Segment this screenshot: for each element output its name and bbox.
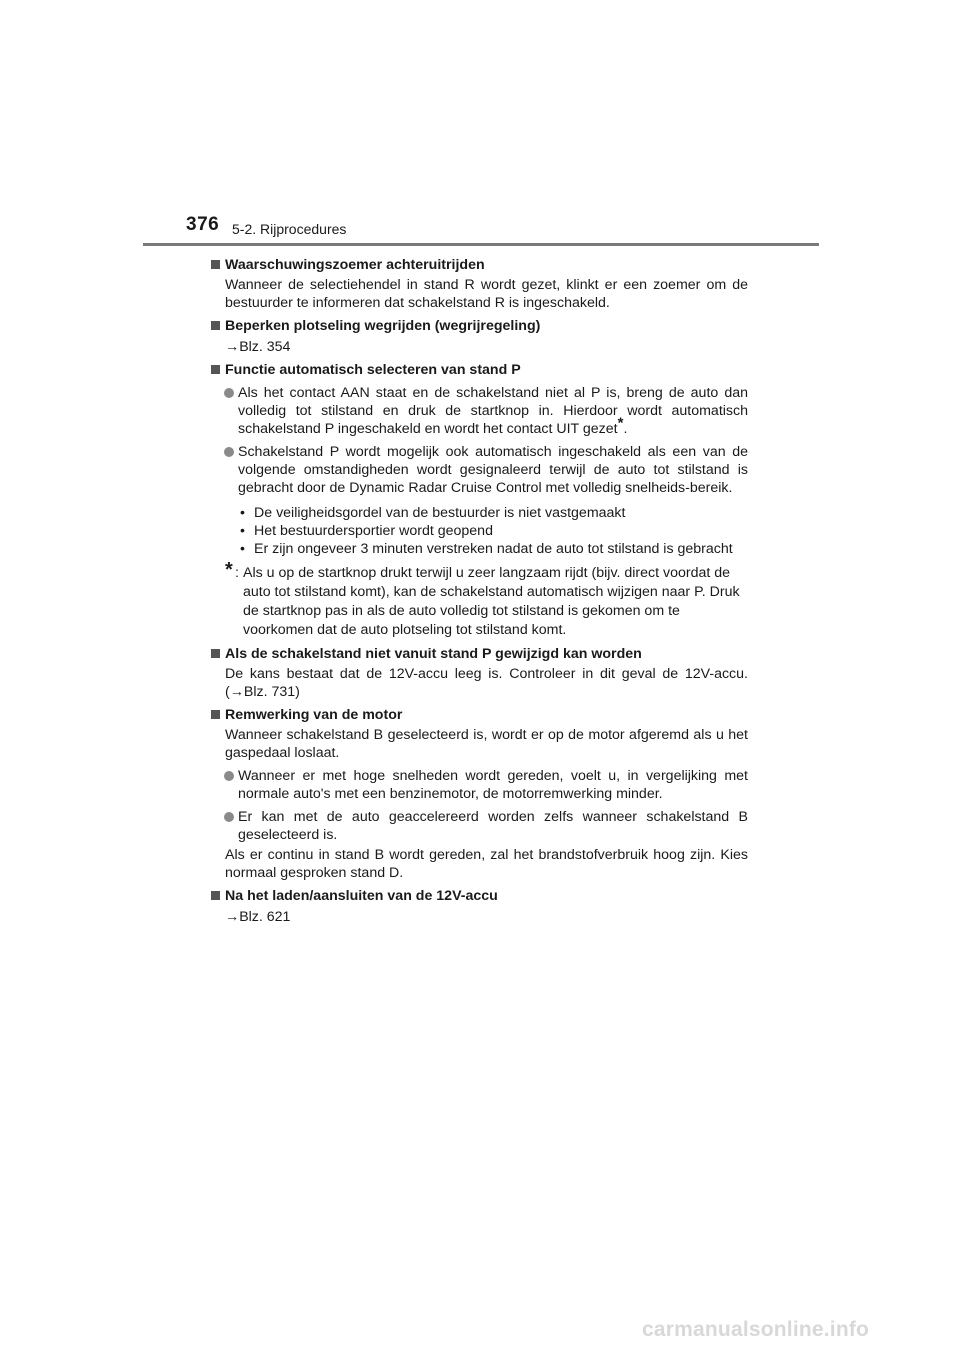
- section-heading: Beperken plotseling wegrijden (wegrijregeling): [210, 317, 748, 335]
- page-header: [0, 0, 960, 250]
- round-bullet-icon: [224, 812, 234, 822]
- sub-list-item: • De veiligheidsgordel van de bestuurder is niet vastgemaakt: [240, 505, 626, 521]
- paragraph: De kans bestaat dat de 12V-accu leeg is. Controleer in dit geval de 12V-accu. (→Blz. 731): [225, 666, 748, 700]
- watermark: carmanualsonline.info: [642, 1318, 870, 1341]
- square-bullet-icon: [211, 365, 220, 374]
- paragraph: Wanneer schakelstand B geselecteerd is, wordt er op de motor afgeremd als u het gaspedaal loslaat.: [225, 727, 748, 761]
- square-bullet-icon: [211, 321, 220, 330]
- section-heading: Functie automatisch selecteren van stand P: [210, 361, 748, 379]
- footnote-marker: *: [617, 414, 624, 432]
- round-bullet-icon: [224, 388, 234, 398]
- bullet-item: Schakelstand P wordt mogelijk ook automatisch ingeschakeld als een van de volgende omstandigheden wordt gesignaleerd terwijl de auto tot stilstand is gebracht door de Dynamic Radar Cruise Control met volledig snelheids-bereik.: [210, 443, 748, 497]
- square-bullet-icon: [211, 891, 220, 900]
- paragraph: Als er continu in stand B wordt gereden, zal het brandstofverbruik hoog zijn. Kies normaal gesproken stand D.: [225, 847, 748, 881]
- bullet-item: Wanneer er met hoge snelheden wordt gereden, voelt u, in vergelijking met normale auto's met een benzinemotor, de motorremwerking minder.: [210, 767, 748, 803]
- square-bullet-icon: [211, 710, 220, 719]
- header-divider: [143, 243, 819, 246]
- round-bullet-icon: [224, 771, 234, 781]
- paragraph: Wanneer de selectiehendel in stand R wordt gezet, klinkt er een zoemer om de bestuurder te informeren dat schakelstand R is ingeschakeld.: [225, 277, 748, 311]
- section-heading: Na het laden/aansluiten van de 12V-accu: [210, 887, 748, 905]
- bullet-item: Er kan met de auto geaccelereerd worden zelfs wanneer schakelstand B geselecteerd is.: [210, 808, 748, 844]
- square-bullet-icon: [211, 649, 220, 658]
- round-bullet-icon: [224, 447, 234, 457]
- page-reference-link[interactable]: →Blz. 621: [225, 909, 291, 925]
- section-heading: Waarschuwingszoemer achteruitrijden: [210, 256, 748, 274]
- section-heading: Als de schakelstand niet vanuit stand P gewijzigd kan worden: [210, 645, 748, 663]
- bullet-item: Als het contact AAN staat en de schakelstand niet al P is, breng de auto dan volledig tot stilstand en druk de startknop in. Hierdoor wordt automatisch schakelstand P ingeschakeld en wordt het contact UIT gezet*.: [210, 384, 748, 438]
- square-bullet-icon: [211, 260, 220, 269]
- footnote-star: *: [225, 559, 233, 581]
- page-number: 376: [186, 214, 220, 235]
- footnote: * : Als u op de startknop drukt terwijl u zeer langzaam rijdt (bijv. direct voordat de auto tot stilstand komt), kan de schakelstand automatisch wijzigen naar P. Druk de startknop pas in als de auto volledig tot stilstand is gekomen om te voorkomen dat de auto plotseling tot stilstand komt.: [225, 559, 740, 638]
- sub-list-item: • Er zijn ongeveer 3 minuten verstreken nadat de auto tot stilstand is gebracht: [240, 541, 733, 557]
- section-heading: Remwerking van de motor: [210, 706, 748, 724]
- section-title: 5-2. Rijprocedures: [232, 221, 347, 237]
- sub-list-item: • Het bestuurdersportier wordt geopend: [240, 523, 493, 539]
- page-content: [210, 256, 748, 926]
- page-reference-link[interactable]: →Blz. 354: [225, 339, 291, 355]
